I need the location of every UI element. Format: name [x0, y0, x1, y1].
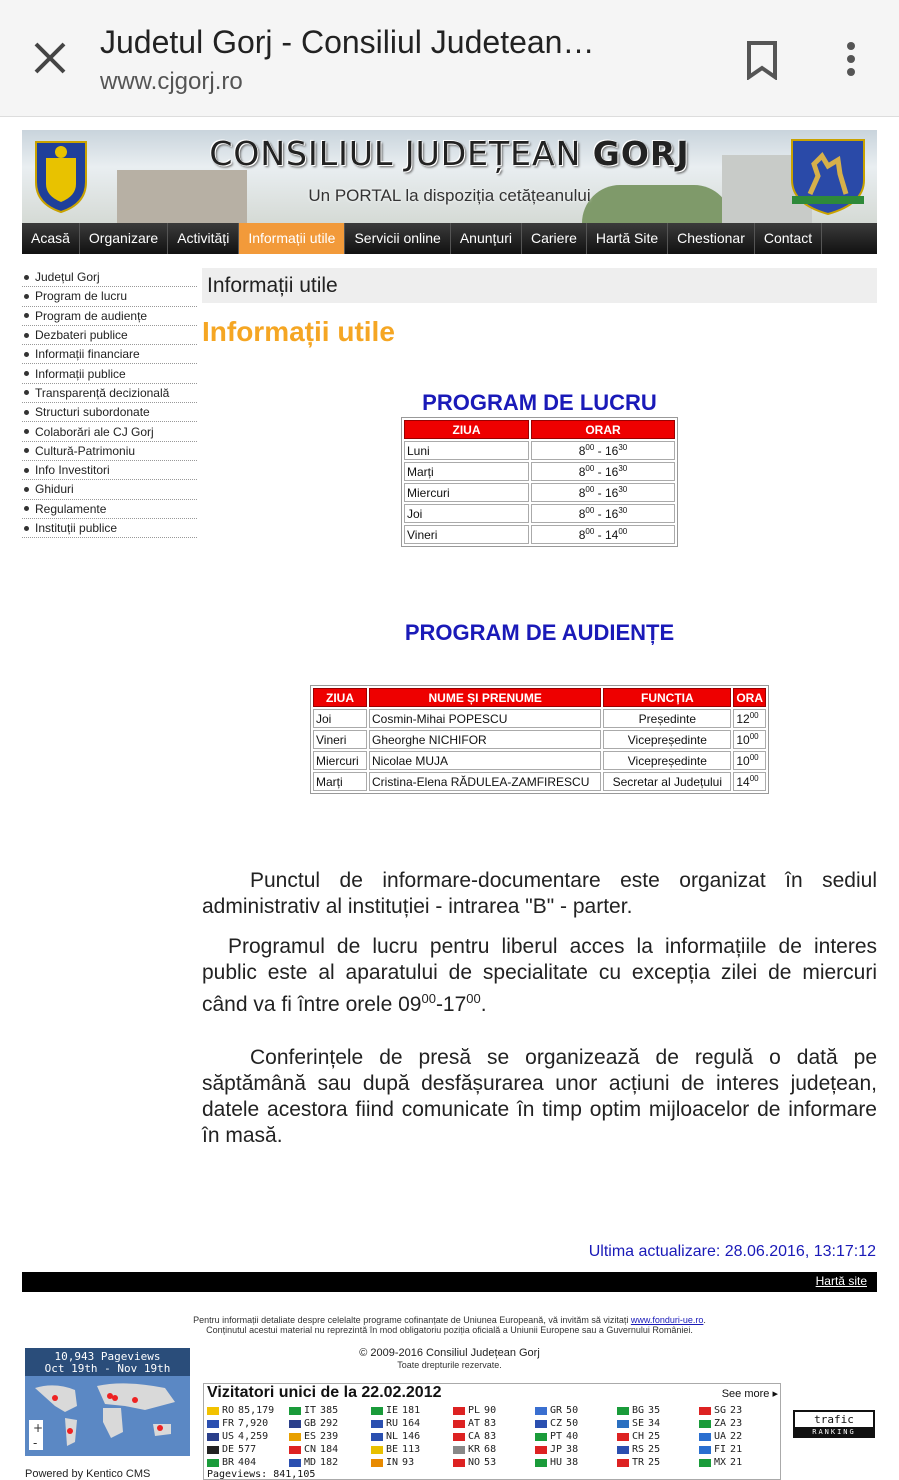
- sidebar-item-label: Instituții publice: [35, 521, 118, 535]
- sidebar-item[interactable]: [22, 442, 197, 461]
- sidebar-item[interactable]: [22, 326, 197, 345]
- country-count: 181: [402, 1405, 421, 1416]
- table-row: [313, 709, 766, 728]
- country-stat: [207, 1456, 288, 1469]
- day-cell: Marți: [404, 462, 529, 481]
- country-code: GR: [550, 1405, 563, 1416]
- country-code: BG: [632, 1405, 645, 1416]
- svg-text:+: +: [33, 1421, 44, 1435]
- flag-icon: [617, 1407, 629, 1415]
- country-stat: [617, 1404, 698, 1417]
- country-count: 292: [320, 1418, 339, 1429]
- country-code: NL: [386, 1431, 399, 1442]
- hours-cell: $8^{00} - 16^{30}$: [531, 441, 675, 460]
- visitors-widget[interactable]: [203, 1383, 781, 1480]
- table-header: ZIUA: [404, 420, 529, 439]
- country-count: 38: [566, 1457, 579, 1468]
- flag-icon: [535, 1446, 547, 1454]
- country-code: PL: [468, 1405, 481, 1416]
- country-code: RS: [632, 1444, 645, 1455]
- country-stat: [699, 1417, 780, 1430]
- sidebar-item-label: Informații financiare: [35, 347, 140, 362]
- last-update: Ultima actualizare: 28.06.2016, 13:17:12: [588, 1243, 876, 1260]
- country-stat: [699, 1404, 780, 1417]
- pageviews-widget[interactable]: [25, 1348, 190, 1456]
- world-map-icon: [25, 1376, 190, 1456]
- rights-reserved: Toate drepturile rezervate.: [397, 1360, 502, 1370]
- country-stat: [617, 1443, 698, 1456]
- table-row: [404, 483, 675, 502]
- flag-icon: [289, 1446, 301, 1454]
- sidebar-item[interactable]: [22, 345, 197, 364]
- bullet-icon: [24, 333, 29, 338]
- nav-item[interactable]: Anunțuri: [451, 223, 522, 254]
- name-cell: Nicolae MUJA: [369, 751, 601, 770]
- day-cell: Miercuri: [404, 483, 529, 502]
- country-count: 85,179: [238, 1405, 275, 1416]
- browser-page-title: Judetul Gorj - Consiliul Judetean…: [100, 24, 595, 60]
- flag-icon: [207, 1420, 219, 1428]
- trafic-ranking-badge[interactable]: [793, 1410, 875, 1438]
- table-header: ORA: [733, 688, 766, 707]
- pageviews-count: 10,943 Pageviews: [54, 1350, 161, 1363]
- sidebar-menu: [22, 268, 197, 538]
- more-options-icon[interactable]: [840, 40, 862, 80]
- sidebar-item[interactable]: [22, 364, 197, 383]
- country-code: CZ: [550, 1418, 563, 1429]
- sitemap-link[interactable]: Hartă site: [815, 1274, 867, 1288]
- nav-item[interactable]: Organizare: [80, 223, 168, 254]
- flag-icon: [453, 1459, 465, 1467]
- day-cell: Miercuri: [313, 751, 367, 770]
- country-stat: [453, 1456, 534, 1469]
- country-count: 184: [320, 1444, 339, 1455]
- name-cell: Gheorghe NICHIFOR: [369, 730, 601, 749]
- country-count: 164: [402, 1418, 421, 1429]
- sidebar-item-label: Județul Gorj: [35, 270, 100, 285]
- country-stat: [289, 1456, 370, 1469]
- country-code: TR: [632, 1457, 645, 1468]
- country-stat: [535, 1443, 616, 1456]
- sidebar-item[interactable]: [22, 461, 197, 480]
- sidebar-item[interactable]: [22, 307, 197, 326]
- country-stat: [535, 1417, 616, 1430]
- powered-by[interactable]: Powered by Kentico CMS: [25, 1468, 151, 1480]
- country-stat: [207, 1430, 288, 1443]
- country-code: US: [222, 1431, 235, 1442]
- country-stat: [617, 1456, 698, 1469]
- flag-icon: [371, 1420, 383, 1428]
- main-nav: [22, 223, 877, 254]
- close-icon[interactable]: [30, 38, 70, 78]
- flag-icon: [453, 1433, 465, 1441]
- flag-icon: [207, 1407, 219, 1415]
- country-count: 239: [320, 1431, 339, 1442]
- table-row: [404, 441, 675, 460]
- fonduri-ue-link[interactable]: www.fonduri-ue.ro: [630, 1315, 704, 1325]
- bullet-icon: [24, 371, 29, 376]
- country-code: FI: [714, 1444, 727, 1455]
- country-stat: [371, 1456, 452, 1469]
- role-cell: Vicepreședinte: [603, 730, 731, 749]
- country-code: JP: [550, 1444, 563, 1455]
- browser-url[interactable]: www.cjgorj.ro: [100, 68, 243, 95]
- country-count: 34: [648, 1418, 661, 1429]
- table-header: ORAR: [531, 420, 675, 439]
- table-row: [313, 772, 766, 791]
- table-row: [404, 525, 675, 544]
- program-lucru-table: [401, 417, 678, 547]
- table-header: ZIUA: [313, 688, 367, 707]
- country-code: PT: [550, 1431, 563, 1442]
- sidebar-item[interactable]: [22, 287, 197, 306]
- country-code: CN: [304, 1444, 317, 1455]
- badge-line2: RANKING: [795, 1427, 873, 1438]
- flag-icon: [453, 1407, 465, 1415]
- flag-icon: [535, 1459, 547, 1467]
- flag-icon: [289, 1459, 301, 1467]
- country-count: 25: [648, 1457, 661, 1468]
- nav-item[interactable]: Cariere: [522, 223, 587, 254]
- country-count: 21: [730, 1457, 743, 1468]
- country-stat: [289, 1443, 370, 1456]
- content-header: Informații utile: [202, 268, 877, 303]
- hours-cell: $8^{00} - 16^{30}$: [531, 462, 675, 481]
- country-code: KR: [468, 1444, 481, 1455]
- country-code: FR: [222, 1418, 235, 1429]
- bullet-icon: [24, 468, 29, 473]
- country-count: 53: [484, 1457, 497, 1468]
- flag-icon: [699, 1446, 711, 1454]
- country-count: 83: [484, 1431, 497, 1442]
- gorj-coat-of-arms-icon: [788, 136, 868, 216]
- country-code: GB: [304, 1418, 317, 1429]
- country-count: 38: [566, 1444, 579, 1455]
- visitors-title: Vizitatori unici de la 22.02.2012: [207, 1384, 442, 1401]
- country-stat: [453, 1443, 534, 1456]
- role-cell: Vicepreședinte: [603, 751, 731, 770]
- sidebar-item[interactable]: [22, 422, 197, 441]
- flag-icon: [699, 1433, 711, 1441]
- country-code: BR: [222, 1457, 235, 1468]
- flag-icon: [699, 1420, 711, 1428]
- country-stat: [371, 1443, 452, 1456]
- country-count: 35: [648, 1405, 661, 1416]
- country-count: 21: [730, 1444, 743, 1455]
- flag-icon: [535, 1433, 547, 1441]
- day-cell: Joi: [404, 504, 529, 523]
- country-code: BE: [386, 1444, 399, 1455]
- sidebar-item-label: Program de lucru: [35, 289, 128, 304]
- flag-icon: [207, 1446, 219, 1454]
- sidebar-item-label: Regulamente: [35, 501, 107, 516]
- country-code: CA: [468, 1431, 481, 1442]
- country-code: SG: [714, 1405, 727, 1416]
- bullet-icon: [24, 313, 29, 318]
- bullet-icon: [24, 487, 29, 492]
- day-cell: Vineri: [313, 730, 367, 749]
- country-code: DE: [222, 1444, 235, 1455]
- table-header: FUNCȚIA: [603, 688, 731, 707]
- country-count: 25: [648, 1444, 661, 1455]
- flag-icon: [371, 1446, 383, 1454]
- program-lucru-title: PROGRAM DE LUCRU: [422, 390, 657, 415]
- table-row: [404, 462, 675, 481]
- flag-icon: [289, 1407, 301, 1415]
- country-count: 4,259: [238, 1431, 269, 1442]
- nav-item[interactable]: Informații utile: [239, 223, 345, 254]
- flag-icon: [535, 1407, 547, 1415]
- country-code: ZA: [714, 1418, 727, 1429]
- browser-toolbar: [0, 0, 899, 117]
- name-cell: Cosmin-Mihai POPESCU: [369, 709, 601, 728]
- bullet-icon: [24, 275, 29, 280]
- flag-icon: [535, 1420, 547, 1428]
- country-stat: [535, 1404, 616, 1417]
- program-audiente-table: [310, 685, 769, 794]
- see-more-link[interactable]: See more ▸: [721, 1388, 778, 1400]
- hours-cell: $8^{00} - 16^{30}$: [531, 483, 675, 502]
- country-count: 404: [238, 1457, 257, 1468]
- table-row: [313, 751, 766, 770]
- table-row: [404, 504, 675, 523]
- visitors-pageviews: Pageviews: 841,105: [207, 1469, 316, 1480]
- flag-icon: [207, 1459, 219, 1467]
- flag-icon: [371, 1407, 383, 1415]
- country-stat: [289, 1404, 370, 1417]
- svg-text:-: -: [33, 1436, 38, 1450]
- country-stat: [617, 1417, 698, 1430]
- bullet-icon: [24, 506, 29, 511]
- country-stat: [699, 1430, 780, 1443]
- country-stat: [535, 1456, 616, 1469]
- country-code: NO: [468, 1457, 481, 1468]
- site-banner[interactable]: [22, 130, 877, 223]
- eu-funding-note: Pentru informații detaliate despre celelalte programe cofinanțate de Uniunea Europeană, vă invităm să vizitați www.fonduri-ue.ro.: [193, 1315, 706, 1325]
- day-cell: Joi: [313, 709, 367, 728]
- sidebar-item[interactable]: [22, 384, 197, 403]
- hour-cell: $14^{00}$: [733, 772, 766, 791]
- flag-icon: [617, 1446, 629, 1454]
- country-count: 93: [402, 1457, 415, 1468]
- country-code: IN: [386, 1457, 399, 1468]
- sidebar-item-label: Informații publice: [35, 366, 126, 381]
- copyright: © 2009-2016 Consiliul Județean Gorj: [359, 1347, 540, 1359]
- country-stat: [289, 1430, 370, 1443]
- country-code: SE: [632, 1418, 645, 1429]
- country-count: 146: [402, 1431, 421, 1442]
- table-header: NUME ȘI PRENUME: [369, 688, 601, 707]
- bullet-icon: [24, 448, 29, 453]
- flag-icon: [617, 1433, 629, 1441]
- badge-line1: trafic: [814, 1413, 854, 1426]
- flag-icon: [699, 1407, 711, 1415]
- country-code: AT: [468, 1418, 481, 1429]
- bullet-icon: [24, 526, 29, 531]
- country-stat: [617, 1430, 698, 1443]
- country-stat: [289, 1417, 370, 1430]
- flag-icon: [207, 1433, 219, 1441]
- role-cell: Președinte: [603, 709, 731, 728]
- flag-icon: [617, 1459, 629, 1467]
- country-code: RU: [386, 1418, 399, 1429]
- country-code: UA: [714, 1431, 727, 1442]
- country-count: 113: [402, 1444, 421, 1455]
- country-count: 40: [566, 1431, 579, 1442]
- sidebar-item-label: Colaborări ale CJ Gorj: [35, 424, 154, 439]
- hours-cell: $8^{00} - 16^{30}$: [531, 504, 675, 523]
- sidebar-item-label: Structuri subordonate: [35, 405, 150, 420]
- country-count: 25: [648, 1431, 661, 1442]
- country-code: CH: [632, 1431, 645, 1442]
- paragraph-program: Programul de lucru pentru liberul acces la informațiile de interes public este al aparatului de specialitate cu excepția zilei de miercuri când va fi între orele $09^{00}-17^{00}$.: [202, 935, 877, 1016]
- country-count: 182: [320, 1457, 339, 1468]
- country-count: 68: [484, 1444, 497, 1455]
- country-stat: [535, 1430, 616, 1443]
- flag-icon: [371, 1459, 383, 1467]
- sidebar-item-label: Info Investitori: [35, 463, 110, 478]
- hour-cell: $12^{00}$: [733, 709, 766, 728]
- footer-bar: [22, 1272, 877, 1292]
- country-count: 50: [566, 1405, 579, 1416]
- flag-icon: [453, 1420, 465, 1428]
- country-stat: [371, 1417, 452, 1430]
- program-audiente-title: PROGRAM DE AUDIENȚE: [404, 620, 675, 645]
- country-stat: [453, 1417, 534, 1430]
- country-count: 83: [484, 1418, 497, 1429]
- role-cell: Secretar al Județului: [603, 772, 731, 791]
- country-stat: [207, 1443, 288, 1456]
- nav-item[interactable]: Servicii online: [345, 223, 450, 254]
- country-stat: [207, 1404, 288, 1417]
- sidebar-item-label: Dezbateri publice: [35, 328, 128, 343]
- flag-icon: [453, 1446, 465, 1454]
- bookmark-icon[interactable]: [744, 40, 780, 80]
- bullet-icon: [24, 429, 29, 434]
- bullet-icon: [24, 352, 29, 357]
- bullet-icon: [24, 410, 29, 415]
- sidebar-item[interactable]: [22, 519, 197, 538]
- sidebar-item-label: Cultură-Patrimoniu: [35, 443, 136, 458]
- country-stat: [371, 1404, 452, 1417]
- flag-icon: [371, 1433, 383, 1441]
- hour-cell: $10^{00}$: [733, 730, 766, 749]
- country-count: 90: [484, 1405, 497, 1416]
- day-cell: Luni: [404, 441, 529, 460]
- banner-title: CONSILIUL JUDEȚEAN GORJ: [209, 134, 690, 173]
- day-cell: Marți: [313, 772, 367, 791]
- country-count: 385: [320, 1405, 339, 1416]
- country-stat: [207, 1417, 288, 1430]
- country-count: 22: [730, 1431, 743, 1442]
- nav-item[interactable]: Chestionar: [668, 223, 755, 254]
- country-stat: [453, 1430, 534, 1443]
- banner-subtitle: Un PORTAL la dispoziția cetățeanului: [308, 186, 591, 205]
- country-code: HU: [550, 1457, 563, 1468]
- country-count: 23: [730, 1418, 743, 1429]
- bullet-icon: [24, 294, 29, 299]
- nav-item[interactable]: Contact: [755, 223, 822, 254]
- sidebar-item[interactable]: [22, 268, 197, 287]
- country-stat: [453, 1404, 534, 1417]
- hour-cell: $10^{00}$: [733, 751, 766, 770]
- country-count: 23: [730, 1405, 743, 1416]
- sidebar-item[interactable]: [22, 403, 197, 422]
- day-cell: Vineri: [404, 525, 529, 544]
- sidebar-item[interactable]: [22, 500, 197, 519]
- nav-item[interactable]: Acasă: [22, 223, 80, 254]
- sidebar-item-label: Program de audiențe: [35, 308, 148, 323]
- hours-cell: $8^{00} - 14^{00}$: [531, 525, 675, 544]
- flag-icon: [289, 1420, 301, 1428]
- country-count: 577: [238, 1444, 257, 1455]
- sidebar-item[interactable]: [22, 480, 197, 499]
- country-stat: [371, 1430, 452, 1443]
- sidebar-item-label: Ghiduri: [35, 482, 74, 497]
- country-code: MX: [714, 1457, 727, 1468]
- name-cell: Cristina-Elena RĂDULEA-ZAMFIRESCU: [369, 772, 601, 791]
- flag-icon: [617, 1420, 629, 1428]
- flag-icon: [699, 1459, 711, 1467]
- flag-icon: [289, 1433, 301, 1441]
- paragraph-info-point: Punctul de informare-documentare este organizat în sediul administrativ al instituției - intrarea "B" - parter.: [202, 869, 877, 918]
- country-code: ES: [304, 1431, 317, 1442]
- country-stat: [699, 1456, 780, 1469]
- country-count: 50: [566, 1418, 579, 1429]
- country-stat: [699, 1443, 780, 1456]
- table-row: [313, 730, 766, 749]
- nav-item[interactable]: Activități: [168, 223, 239, 254]
- nav-item[interactable]: Hartă Site: [587, 223, 668, 254]
- country-count: 7,920: [238, 1418, 269, 1429]
- pageviews-period: Oct 19th - Nov 19th: [44, 1362, 171, 1375]
- country-code: IE: [386, 1405, 399, 1416]
- bullet-icon: [24, 390, 29, 395]
- eu-disclaimer: Conținutul acestui material nu reprezintă în mod obligatoriu poziția oficială a Uniunii Europene sau a Guvernului României.: [206, 1325, 693, 1335]
- country-code: MD: [304, 1457, 317, 1468]
- paragraph-press: Conferințele de presă se organizează de regulă o dată pe săptămână sau după desfășurarea unor acțiuni de interes județean, datele acestora fiind comunicate în timp optim mijloacelor de informare în masă.: [202, 1046, 877, 1147]
- country-code: RO: [222, 1405, 235, 1416]
- sidebar-item-label: Transparență decizională: [35, 385, 170, 400]
- country-code: IT: [304, 1405, 317, 1416]
- page-heading: Informații utile: [202, 316, 395, 347]
